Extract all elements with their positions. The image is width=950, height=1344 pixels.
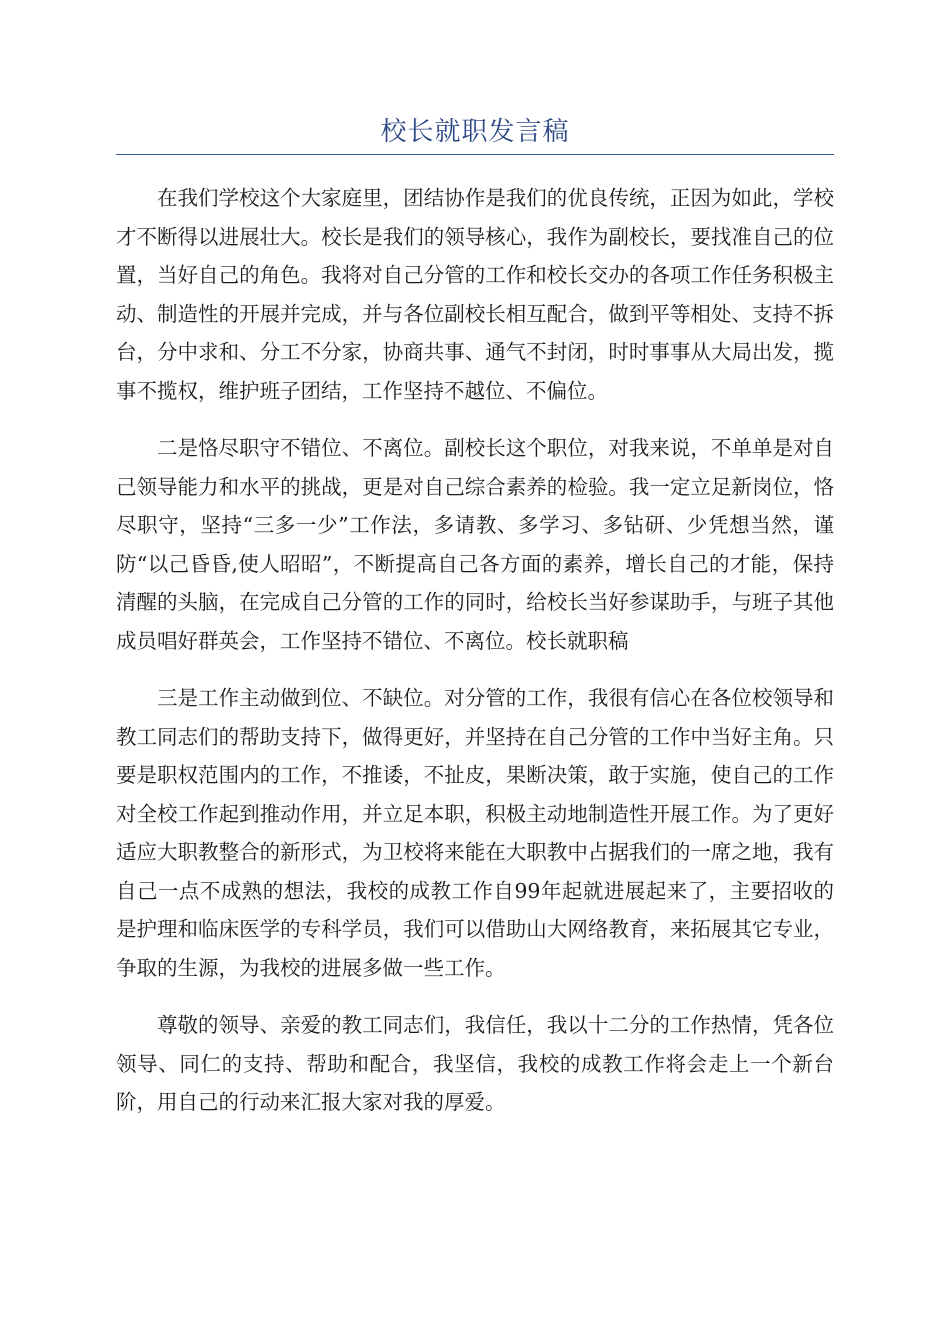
paragraph-4: 尊敬的领导、亲爱的教工同志们，我信任，我以十二分的工作热情，凭各位领导、同仁的支持、帮助和配合，我坚信，我校的成教工作将会走上一个新台阶，用自己的行动来汇报大家对我的厚爱。 — [116, 1013, 834, 1114]
paragraph-1: 在我们学校这个大家庭里，团结协作是我们的优良传统，正因为如此，学校才不断得以进展壮大。校长是我们的领导核心，我作为副校长，要找准自己的位置，当好自己的角色。我将对自己分管的工作和校长交办的各项工作任务积极主动、制造性的开展并完成，并与各位副校长相互配合，做到平等相处、支持不拆台，分中求和、分工不分家，协商共事、通气不封闭，时时事事从大局出发，揽事不揽权，维护班子团结，工作坚持不越位、不偏位。 — [116, 186, 834, 403]
paragraph-3: 三是工作主动做到位、不缺位。对分管的工作，我很有信心在各位校领导和教工同志们的帮助支持下，做得更好，并坚持在自己分管的工作中当好主角。只要是职权范围内的工作，不推诿，不扯皮，果断决策，敢于实施，使自己的工作对全校工作起到推动作用，并立足本职，积极主动地制造性开展工作。为了更好适应大职教整合的新形式，为卫校将来能在大职教中占据我们的一席之地，我有自己一点不成熟的想法，我校的成教工作自99年起就进展起来了，主要招收的是护理和临床医学的专科学员，我们可以借助山大网络教育，来拓展其它专业，争取的生源，为我校的进展多做一些工作。 — [116, 686, 834, 980]
paragraph-2: 二是恪尽职守不错位、不离位。副校长这个职位，对我来说，不单单是对自己领导能力和水平的挑战，更是对自己综合素养的检验。我一定立足新岗位，恪尽职守，坚持“三多一少”工作法，多请教、多学习、多钻研、少凭想当然，谨防“以己昏昏,使人昭昭”，不断提高自己各方面的素养，增长自己的才能，保持清醒的头脑，在完成自己分管的工作的同时，给校长当好参谋助手，与班子其他成员唱好群英会，工作坚持不错位、不离位。校长就职稿 — [116, 436, 834, 653]
title-underline — [116, 154, 834, 155]
document-page — [116, 110, 834, 1141]
document-title: 校长就职发言稿 — [380, 117, 570, 147]
